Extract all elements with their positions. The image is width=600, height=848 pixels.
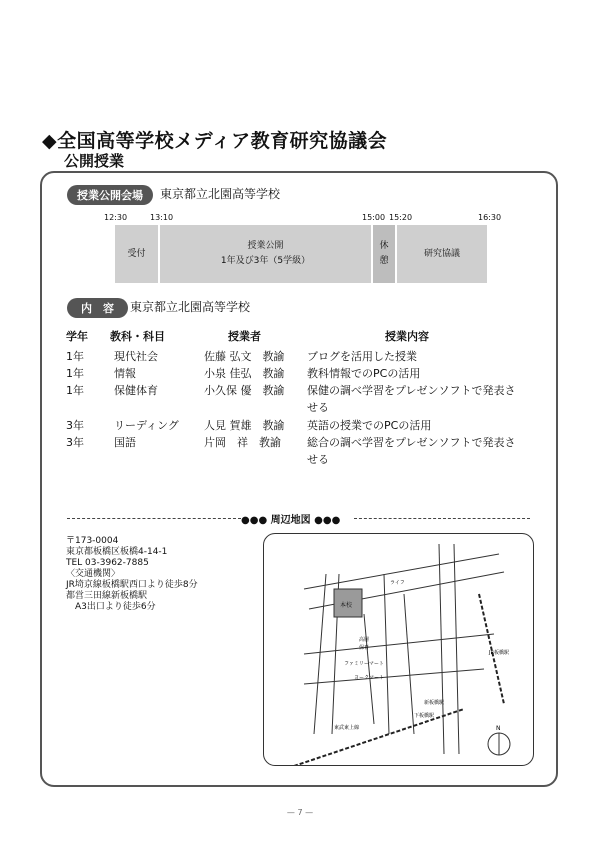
map-heading: ●●● 周辺地図 ●●●	[241, 515, 341, 526]
map-label: 下板橋駅	[414, 713, 435, 719]
table-cell-teacher: 小泉 佳弘 教諭	[204, 367, 285, 380]
table-cell-grade: 1年	[66, 367, 84, 380]
address-line: 〈交通機関〉	[66, 569, 121, 579]
address-line: 東京都板橋区板橋4-14-1	[66, 547, 168, 557]
map-label: ヨークマート	[354, 675, 385, 681]
venue-tag: 授業公開会場	[67, 185, 153, 205]
map-label: ライフ	[390, 580, 405, 586]
schedule-label: 憩	[379, 256, 389, 266]
map-label: JR板橋駅	[489, 650, 509, 656]
table-cell-grade: 3年	[66, 436, 84, 449]
table-cell-teacher: 佐藤 弘文 教諭	[204, 350, 285, 363]
page-number: — 7 —	[286, 808, 314, 817]
schedule-open-class	[160, 225, 371, 283]
table-cell-teacher: 人見 賀雄 教諭	[204, 419, 285, 432]
table-cell-subject: 国語	[114, 436, 136, 449]
page-title: ◆全国高等学校メディア教育研究協議会	[42, 130, 388, 152]
time-label: 15:00	[362, 213, 386, 222]
map-label: ファミリーマート	[344, 661, 384, 667]
table-cell-content-cont: せる	[307, 401, 329, 414]
map-label: 新板橋駅	[424, 700, 445, 706]
divider-left	[67, 518, 241, 519]
map-drawing	[264, 534, 534, 766]
time-label: 13:10	[150, 213, 174, 222]
table-cell-content-cont: せる	[307, 453, 329, 466]
time-label: 15:20	[389, 213, 413, 222]
address-line: A3出口より徒歩6分	[66, 602, 156, 612]
map-label: 東武東上線	[334, 725, 360, 731]
table-cell-grade: 1年	[66, 384, 84, 397]
venue-name: 東京都立北園高等学校	[160, 187, 281, 201]
compass-label: N	[496, 725, 501, 732]
schedule-reception	[115, 225, 158, 283]
col-header-subject: 教科・科目	[110, 330, 165, 343]
table-cell-teacher: 片岡 祥 教諭	[204, 436, 281, 449]
address-line: 都営三田線新板橋駅	[66, 591, 148, 601]
col-header-grade: 学年	[66, 330, 88, 343]
col-header-teacher: 授業者	[228, 330, 261, 343]
address-line: JR埼京線板橋駅西口より徒歩8分	[66, 580, 198, 590]
page-subtitle: 公開授業	[64, 152, 125, 170]
table-cell-grade: 1年	[66, 350, 84, 363]
map-label: 高層	[359, 637, 370, 643]
address-line: TEL 03-3962-7885	[66, 558, 149, 568]
table-cell-content: ブログを活用した授業	[307, 350, 417, 363]
schedule-break	[373, 225, 395, 283]
map-label: 本校	[340, 602, 353, 609]
table-cell-subject: リーディング	[114, 419, 179, 432]
table-cell-content: 教科情報でのPCの活用	[307, 367, 421, 380]
table-cell-content: 総合の調べ学習をプレゼンソフトで発表さ	[307, 436, 516, 449]
divider-right	[354, 518, 530, 519]
table-cell-content: 保健の調べ学習をプレゼンソフトで発表さ	[307, 384, 516, 397]
schedule-label: 受付	[127, 248, 146, 259]
schedule-sublabel: 1年及び3年（5学級）	[220, 256, 311, 266]
table-cell-subject: 情報	[114, 367, 136, 380]
table-cell-teacher: 小久保 優 教諭	[204, 384, 285, 397]
table-cell-content: 英語の授業でのPCの活用	[307, 419, 432, 432]
address-line: 〒173-0004	[66, 536, 119, 546]
content-tag: 内 容	[67, 298, 128, 318]
time-label: 12:30	[104, 213, 128, 222]
area-map	[263, 533, 534, 766]
col-header-content: 授業内容	[385, 330, 429, 343]
table-cell-subject: 現代社会	[114, 350, 158, 363]
table-cell-subject: 保健体育	[114, 384, 158, 397]
table-cell-grade: 3年	[66, 419, 84, 432]
schedule-label: 研究協議	[423, 248, 460, 259]
map-label: 保育	[359, 645, 370, 651]
schedule-label: 休	[379, 241, 389, 251]
content-school: 東京都立北園高等学校	[130, 300, 251, 314]
time-label: 16:30	[478, 213, 502, 222]
schedule-discussion	[397, 225, 487, 283]
schedule-label: 授業公開	[247, 241, 284, 251]
